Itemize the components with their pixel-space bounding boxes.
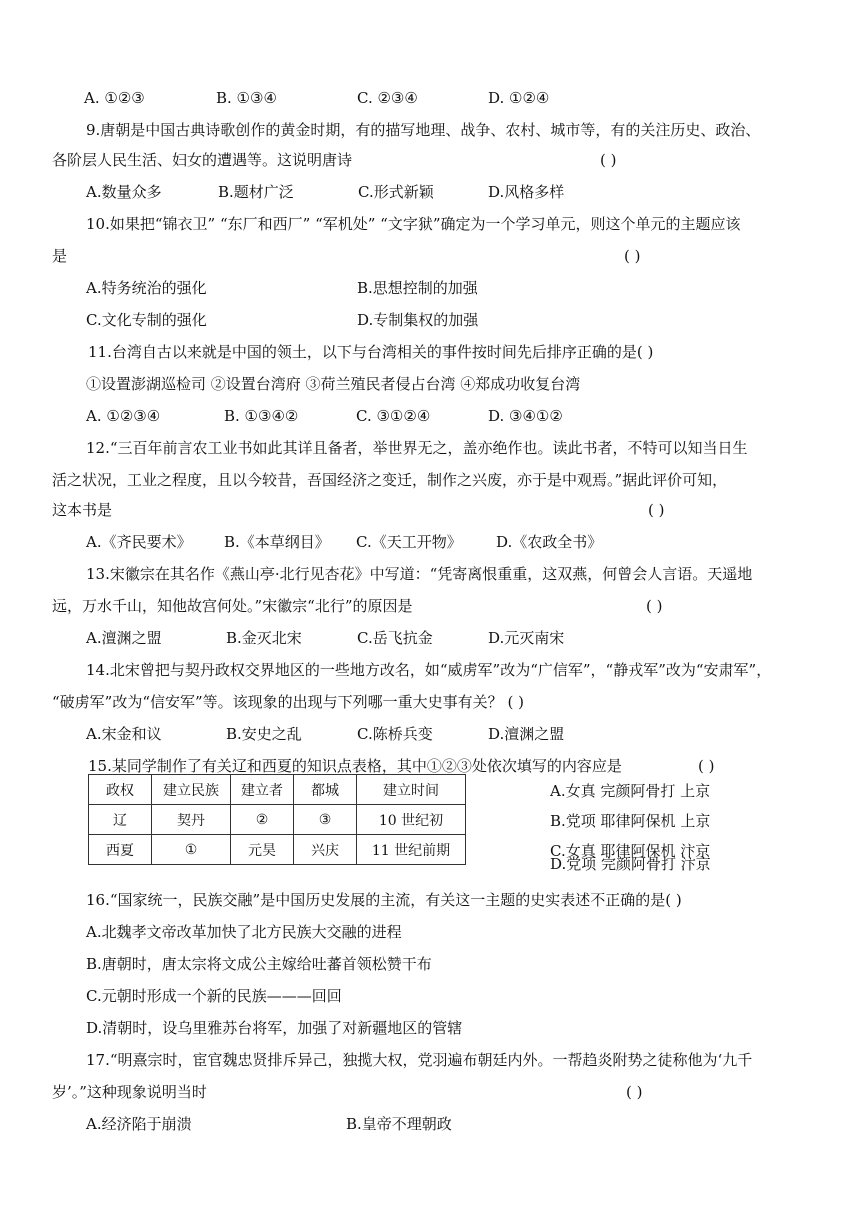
q8-option-d: D. ①②④ [488, 89, 550, 107]
q10-option-d: D.专制集权的加强 [357, 311, 479, 329]
q10-option-a: A.特务统治的强化 [86, 279, 207, 297]
q13-stem-line2: 远，万水千山，知他故宫何处。”宋徽宗“北行”的原因是 [52, 597, 413, 615]
q15-stem-line1: 15.某同学制作了有关辽和西夏的知识点表格，其中①②③处依次填写的内容应是 [88, 757, 622, 775]
q9-option-c: C.形式新颖 [358, 183, 434, 201]
q17-stem-line2: 岁’。”这种现象说明当时 [52, 1083, 207, 1101]
q8-option-a: A. ①②③ [84, 89, 145, 107]
q13-option-b: B.金灭北宋 [226, 629, 302, 647]
table-header-cell: 建立时间 [357, 775, 466, 805]
q11-option-d: D. ③④①② [488, 407, 563, 425]
q12-option-b: B.《本草纲目》 [224, 533, 330, 551]
q17-answer-blank: ( ) [626, 1083, 643, 1101]
table-cell: 元昊 [231, 835, 294, 865]
q12-stem-line3: 这本书是 [52, 501, 113, 519]
q12-stem-line2: 活之状况，工业之程度，且以今较昔，吾国经济之变迁，制作之兴废，亦于是中观焉。”据此评价可知， [52, 471, 728, 489]
q13-option-c: C.岳飞抗金 [357, 629, 433, 647]
q16-option-b: B.唐朝时，唐太宗将文成公主嫁给吐蕃首领松赞干布 [86, 955, 432, 973]
table-cell: 10 世纪初 [357, 805, 466, 835]
table-cell: ② [231, 805, 294, 835]
q8-option-b: B. ①③④ [216, 89, 277, 107]
q8-option-c: C. ②③④ [357, 89, 418, 107]
table-row [89, 805, 466, 835]
q9-option-b: B.题材广泛 [218, 183, 294, 201]
q13-option-a: A.澶渊之盟 [86, 629, 162, 647]
table-header-cell: 政权 [89, 775, 152, 805]
q9-stem-line2: 各阶层人民生活、妇女的遭遇等。这说明唐诗 [52, 151, 353, 169]
table-header-cell: 建立民族 [152, 775, 231, 805]
q12-option-c: C.《天工开物》 [356, 533, 462, 551]
q14-stem-line1: 14.北宋曾把与契丹政权交界地区的一些地方改名，如“威虏军”改为“广信军”，“静戎军”改为“安肃军”， [86, 661, 772, 679]
q14-option-b: B.安史之乱 [226, 725, 302, 743]
table-cell: 兴庆 [294, 835, 357, 865]
q15-option-c: C.女真 耶律阿保机 汴京 [550, 842, 711, 860]
q14-option-d: D.澶渊之盟 [488, 725, 565, 743]
q16-option-d: D.清朝时，设乌里雅苏台将军，加强了对新疆地区的管辖 [86, 1019, 463, 1037]
q12-answer-blank: ( ) [648, 501, 665, 519]
q15-option-d: D.党项 完颜阿骨打 汴京 [550, 855, 711, 873]
table-cell: 11 世纪前期 [357, 835, 466, 865]
q15-option-a: A.女真 完颜阿骨打 上京 [550, 782, 711, 800]
q15-answer-blank: ( ) [698, 757, 715, 775]
q11-option-b: B. ①③④② [224, 407, 299, 425]
q9-option-d: D.风格多样 [488, 183, 565, 201]
knowledge-table [88, 774, 466, 865]
q9-stem-line1: 9.唐朝是中国古典诗歌创作的黄金时期，有的描写地理、战争、农村、城市等，有的关注历史、政治、 [86, 121, 761, 139]
q10-stem-line1: 10.如果把“锦衣卫” “东厂和西厂” “军机处” “文字狱”确定为一个学习单元，则这个单元的主题应该 [86, 215, 741, 233]
q13-answer-blank: ( ) [646, 597, 663, 615]
q17-option-b: B.皇帝不理朝政 [346, 1115, 452, 1133]
q11-stem-line2: ①设置澎湖巡检司 ②设置台湾府 ③荷兰殖民者侵占台湾 ④郑成功收复台湾 [86, 375, 581, 393]
q12-option-a: A.《齐民要术》 [86, 533, 192, 551]
table-cell: ③ [294, 805, 357, 835]
q17-stem-line1: 17.“明熹宗时，宦官魏忠贤排斥异己，独揽大权，党羽遍布朝廷内外。一帮趋炎附势之徒称他为‘九千 [86, 1051, 753, 1069]
q10-option-c: C.文化专制的强化 [86, 311, 207, 329]
q16-stem-line1: 16.“国家统一，民族交融”是中国历史发展的主流，有关这一主题的史实表述不正确的是( ) [86, 891, 682, 909]
q17-option-a: A.经济陷于崩溃 [86, 1115, 192, 1133]
table-cell: ① [152, 835, 231, 865]
q16-option-a: A.北魏孝文帝改革加快了北方民族大交融的进程 [86, 923, 402, 941]
q13-option-d: D.元灭南宋 [488, 629, 565, 647]
q13-stem-line1: 13.宋徽宗在其名作《燕山亭·北行见杏花》中写道：“凭寄离恨重重，这双燕，何曾会人言语。天遥地 [86, 565, 753, 583]
table-cell: 契丹 [152, 805, 231, 835]
q14-stem-line2: “破虏军”改为“信安军”等。该现象的出现与下列哪一重大史事有关？ ( ) [52, 693, 524, 711]
q15-option-b: B.党项 耶律阿保机 上京 [550, 812, 711, 830]
q9-answer-blank: ( ) [600, 151, 617, 169]
q11-option-a: A. ①②③④ [86, 407, 161, 425]
q11-option-c: C. ③①②④ [356, 407, 431, 425]
q12-stem-line1: 12.“三百年前言农工业书如此其详且备者，举世界无之，盖亦绝作也。读此书者，不特可以知当日生 [86, 439, 748, 457]
q16-option-c: C.元朝时形成一个新的民族———回回 [86, 987, 342, 1005]
table-row [89, 835, 466, 865]
q11-stem-line1: 11.台湾自古以来就是中国的领土，以下与台湾相关的事件按时间先后排序正确的是( ) [88, 343, 654, 361]
q14-option-c: C.陈桥兵变 [357, 725, 433, 743]
q10-option-b: B.思想控制的加强 [357, 279, 478, 297]
table-header-row [89, 775, 466, 805]
table-header-cell: 建立者 [231, 775, 294, 805]
q10-stem-line2: 是 [52, 247, 68, 265]
table-header-cell: 都城 [294, 775, 357, 805]
q9-option-a: A.数量众多 [86, 183, 162, 201]
table-cell: 西夏 [89, 835, 152, 865]
table-cell: 辽 [89, 805, 152, 835]
q12-option-d: D.《农政全书》 [496, 533, 603, 551]
q10-answer-blank: ( ) [624, 247, 641, 265]
q14-option-a: A.宋金和议 [86, 725, 162, 743]
